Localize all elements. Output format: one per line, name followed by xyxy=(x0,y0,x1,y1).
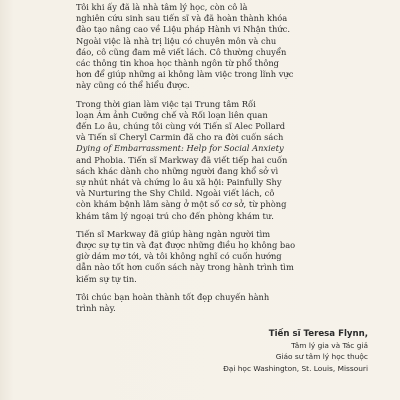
signature-block xyxy=(128,328,368,374)
paragraph-1 xyxy=(62,2,362,92)
text-line: Tiến sĩ Markway đã giúp hàng ngàn người tìm xyxy=(76,228,271,239)
text-line: sự nhút nhát và chứng lo âu xã hội: Painfully Shy xyxy=(76,177,282,188)
text-line: Tôi chúc bạn hoàn thành tốt đẹp chuyến hành xyxy=(76,291,270,302)
text-line: này cũng có thể hiểu được. xyxy=(76,80,190,91)
author-role: Tâm lý gia và Tác giả xyxy=(291,341,368,350)
paragraph-3 xyxy=(62,229,362,285)
author-name: Tiến sĩ Teresa Flynn, xyxy=(268,329,368,339)
text-line: đáo, cô cũng đam mê viết lách. Cô thường chuyển xyxy=(76,46,287,57)
author-position: Giáo sư tâm lý học thuộc xyxy=(275,352,368,362)
text-line: Tôi khi ấy đã là nhà tâm lý học, còn cô là xyxy=(76,2,248,12)
text-line: nghiên cứu sinh sau tiến sĩ và đã hoàn thành khóa xyxy=(76,13,288,24)
text-line: dẫn nào tốt hơn cuốn sách này trong hành trình tìm xyxy=(76,262,294,273)
paragraph-2 xyxy=(62,99,362,222)
text-line: và Tiến sĩ Cheryl Carmin đã cho ra đời cuốn sách xyxy=(76,132,284,143)
text-line: trình này. xyxy=(76,303,116,314)
text-line: còn khám bệnh lâm sàng ở một số cơ sở, từ phòng xyxy=(76,199,287,210)
text-line: Trong thời gian làm việc tại Trung tâm Rối xyxy=(76,98,256,109)
paragraph-4 xyxy=(62,292,362,314)
text-line: Ngoài việc là nhà trị liệu có chuyên môn và chu xyxy=(76,35,277,46)
text-line: and Phobia. Tiến sĩ Markway đã viết tiếp hai cuốn xyxy=(76,154,288,165)
text-line: giờ dám mơ tới, và tôi không nghĩ có cuốn hướng xyxy=(76,251,282,262)
text-line: loạn Ám ảnh Cưỡng chế và Rối loạn liên quan xyxy=(76,109,268,120)
text-line: hơn để giúp những ai không làm việc trong lĩnh vực xyxy=(76,69,294,80)
text-line: các thông tin khoa học thành ngôn từ phổ thông xyxy=(76,58,279,69)
text-line: và Nurturing the Shy Child. Ngoài viết lách, cô xyxy=(76,188,275,199)
text-line: kiếm sự tự tin. xyxy=(76,273,137,284)
text-line: Dying of Embarrassment: Help for Social Anxiety xyxy=(76,143,284,154)
text-line: được sự tự tin và đạt được những điều họ không bao xyxy=(76,240,296,251)
text-line: sách khác dành cho những người đang khổ sở vì xyxy=(76,165,279,176)
text-line: khám tâm lý ngoại trú cho đến phòng khám tư. xyxy=(76,210,274,221)
text-line: đào tạo nâng cao về Liệu pháp Hành vi Nhận thức. xyxy=(76,24,290,35)
text-line: đến Lo âu, chúng tôi cùng với Tiến sĩ Alec Pollard xyxy=(76,121,286,132)
body-text xyxy=(62,2,362,314)
author-affiliation: Đại học Washington, St. Louis, Missouri xyxy=(223,363,368,373)
